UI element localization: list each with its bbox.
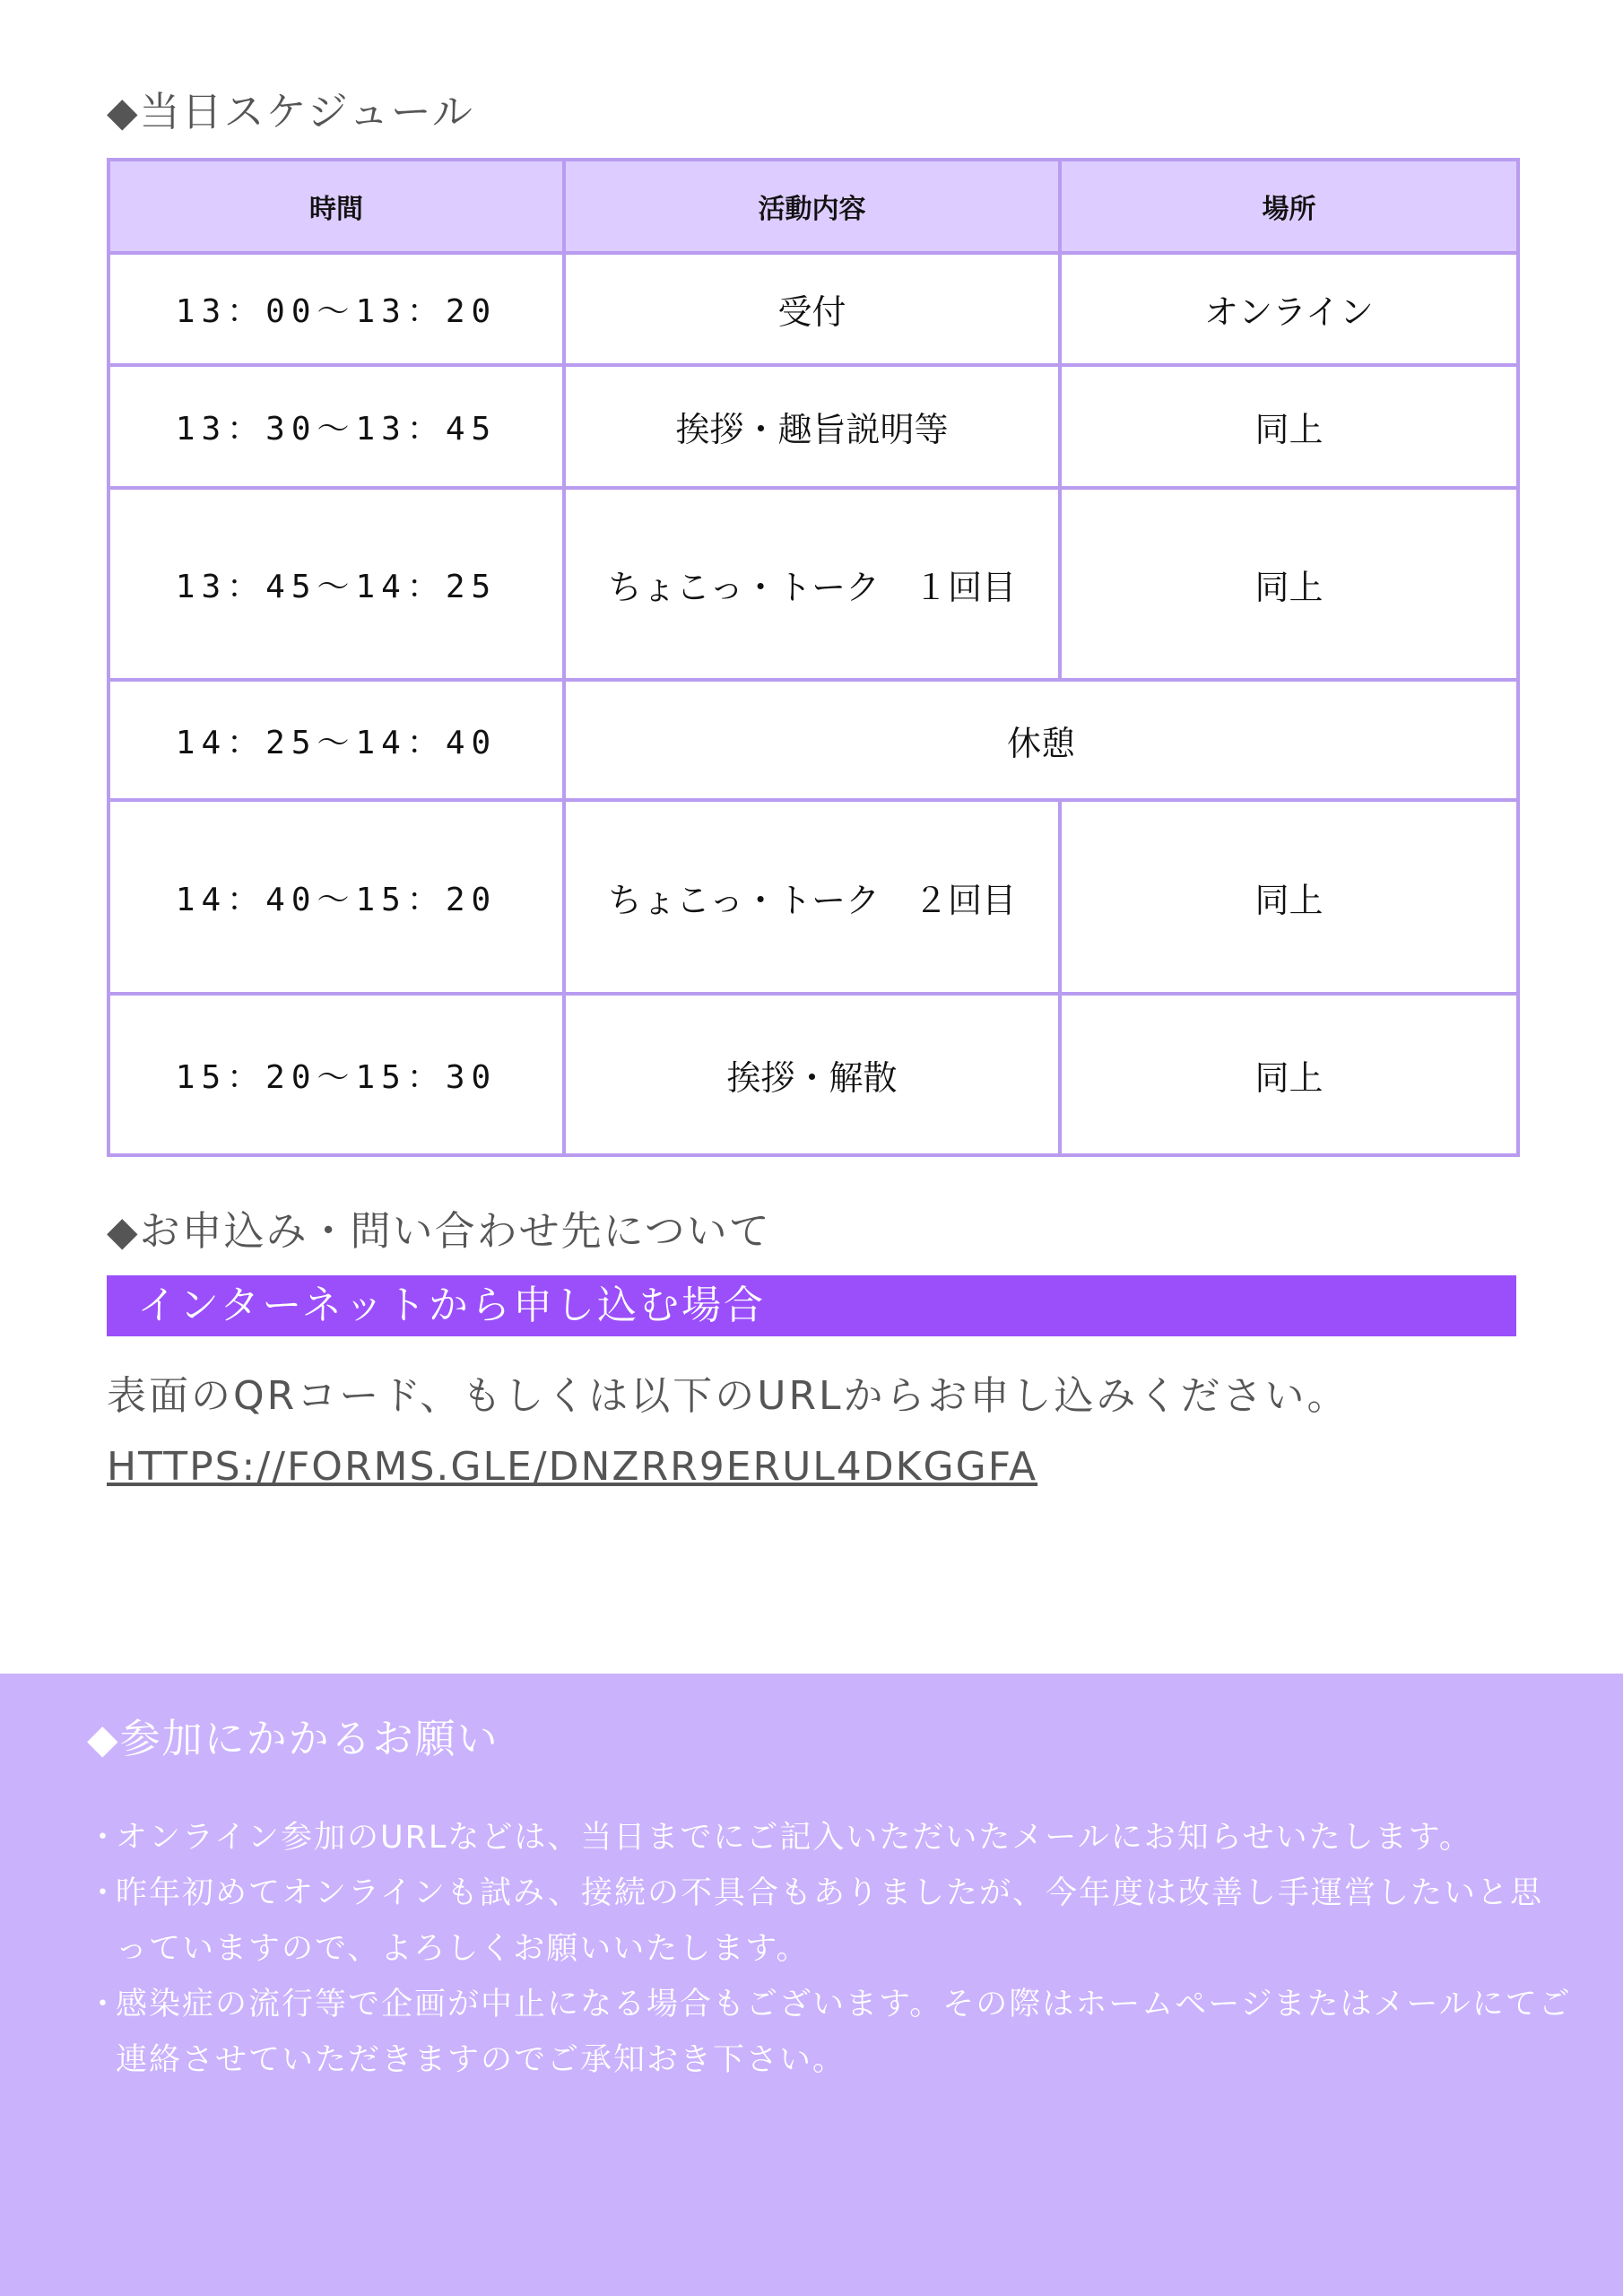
row-time: 14：40～15：20 xyxy=(108,800,564,994)
internet-apply-banner: インターネットから申し込む場合 xyxy=(107,1275,1516,1336)
notice-item-text: オンライン参加のURLなどは、当日までにご記入いただいたメールにお知らせいたします。 xyxy=(116,1820,1472,1856)
bullet: ・ xyxy=(87,1875,121,1911)
bullet: ・ xyxy=(87,1987,121,2022)
schedule-table xyxy=(107,158,1520,1157)
row-place: オンライン xyxy=(1060,253,1518,365)
row-time: 13：00～13：20 xyxy=(108,253,564,365)
table-row xyxy=(108,488,1518,680)
row-place: 同上 xyxy=(1060,365,1518,488)
notice-item-text: 昨年初めてオンラインも試み、接続の不具合もありましたが、今年度は改善し手運営したいと思っていますので、よろしくお願いいたします。 xyxy=(116,1875,1544,1967)
row-activity: ちょこっ・トーク ２回目 xyxy=(564,800,1060,994)
row-place: 同上 xyxy=(1060,800,1518,994)
row-time: 13：30～13：45 xyxy=(108,365,564,488)
schedule-header-row xyxy=(108,160,1518,253)
list-item xyxy=(87,1977,1575,2088)
row-time: 15：20～15：30 xyxy=(108,994,564,1155)
table-row xyxy=(108,800,1518,994)
notice-item-text: 感染症の流行等で企画が中止になる場合もございます。その際はホームページまたはメールにてご連絡させていただきますのでご承知おき下さい。 xyxy=(116,1987,1572,2078)
row-activity: 挨拶・趣旨説明等 xyxy=(564,365,1060,488)
row-place: 同上 xyxy=(1060,488,1518,680)
row-activity: 受付 xyxy=(564,253,1060,365)
table-row xyxy=(108,365,1518,488)
notice-panel xyxy=(0,1674,1623,2296)
row-activity: ちょこっ・トーク １回目 xyxy=(564,488,1060,680)
apply-instructions: 表面のQRコード、もしくは以下のURLからお申し込みください。 xyxy=(107,1373,1350,1419)
row-activity-break: 休憩 xyxy=(564,680,1518,800)
bullet: ・ xyxy=(87,1820,121,1856)
row-time: 13：45～14：25 xyxy=(108,488,564,680)
table-row xyxy=(108,680,1518,800)
list-item xyxy=(87,1810,1575,1866)
column-header-time: 時間 xyxy=(108,160,564,253)
column-header-activity: 活動内容 xyxy=(564,160,1060,253)
row-place: 同上 xyxy=(1060,994,1518,1155)
list-item xyxy=(87,1866,1575,1977)
schedule-heading: ◆当日スケジュール xyxy=(107,88,474,135)
notice-list xyxy=(87,1810,1575,2088)
row-activity: 挨拶・解散 xyxy=(564,994,1060,1155)
column-header-place: 場所 xyxy=(1060,160,1518,253)
table-row xyxy=(108,253,1518,365)
notice-heading: ◆参加にかかるお願い xyxy=(87,1715,499,1762)
row-time: 14：25～14：40 xyxy=(108,680,564,800)
table-row xyxy=(108,994,1518,1155)
apply-heading: ◆お申込み・問い合わせ先について xyxy=(107,1207,771,1255)
apply-url-link[interactable]: HTTPS://FORMS.GLE/DNZRR9ERUL4DKGGFA xyxy=(107,1444,1038,1490)
